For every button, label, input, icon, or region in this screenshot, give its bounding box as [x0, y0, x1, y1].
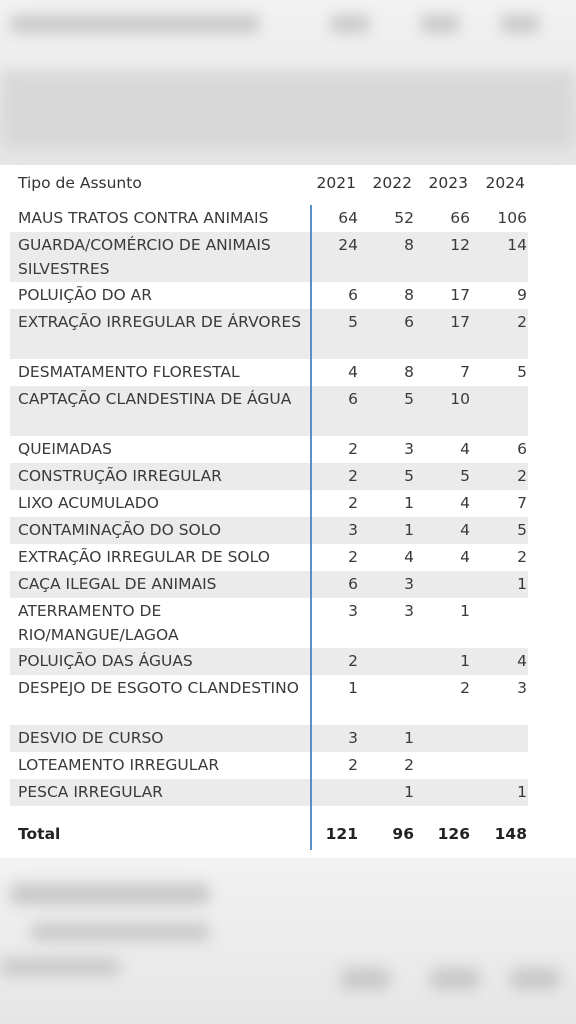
- row-label: EXTRAÇÃO IRREGULAR DE SOLO: [18, 548, 270, 566]
- cell-value-2024: 5: [517, 521, 527, 539]
- cell-value-2024: 9: [517, 286, 527, 304]
- total-row: [10, 823, 528, 851]
- data-table: [0, 165, 576, 858]
- cell-value-2024: 4: [517, 652, 527, 670]
- cell-value-2024: 106: [497, 209, 527, 227]
- row-label: QUEIMADAS: [18, 440, 112, 458]
- blurred-background-bottom: [0, 858, 576, 1024]
- cell-value-2024: 7: [517, 494, 527, 512]
- cell-value-2022: 3: [404, 575, 414, 593]
- cell-value-2024: 3: [517, 679, 527, 697]
- row-label: POLUIÇÃO DO AR: [18, 286, 153, 304]
- cell-value-2021: 2: [348, 756, 358, 774]
- cell-value-2021: 1: [348, 679, 358, 697]
- cell-value-2024: 1: [517, 783, 527, 801]
- row-label: CONSTRUÇÃO IRREGULAR: [18, 467, 222, 485]
- row-label: LIXO ACUMULADO: [18, 494, 159, 512]
- cell-value-2022: 4: [404, 548, 414, 566]
- cell-value-2023: 4: [460, 440, 470, 458]
- cell-value-2021: 3: [348, 729, 358, 747]
- total-2023: 126: [437, 825, 470, 843]
- column-header-type[interactable]: Tipo de Assunto: [18, 174, 142, 192]
- total-2022: 96: [392, 825, 414, 843]
- table-row[interactable]: [10, 544, 528, 571]
- cell-value-2021: 2: [348, 494, 358, 512]
- cell-value-2022: 1: [404, 729, 414, 747]
- cell-value-2023: 1: [460, 602, 470, 620]
- table-row[interactable]: [10, 490, 528, 517]
- row-label: POLUIÇÃO DAS ÁGUAS: [18, 652, 193, 670]
- cell-value-2024: 14: [507, 236, 527, 254]
- cell-value-2024: 6: [517, 440, 527, 458]
- cell-value-2021: 5: [348, 313, 358, 331]
- cell-value-2022: 8: [404, 236, 414, 254]
- table-row[interactable]: [10, 309, 528, 359]
- cell-value-2023: 4: [460, 548, 470, 566]
- table-row[interactable]: [10, 725, 528, 752]
- cell-value-2023: 4: [460, 494, 470, 512]
- table-row[interactable]: [10, 359, 528, 386]
- total-2021: 121: [325, 825, 358, 843]
- row-label: PESCA IRREGULAR: [18, 783, 163, 801]
- row-label: ATERRAMENTO DE RIO/MANGUE/LAGOA: [18, 602, 179, 644]
- blurred-background-top: [0, 0, 576, 165]
- row-label: CAÇA ILEGAL DE ANIMAIS: [18, 575, 217, 593]
- column-header-2024[interactable]: 2024: [485, 174, 525, 192]
- cell-value-2022: 3: [404, 602, 414, 620]
- cell-value-2022: 5: [404, 390, 414, 408]
- cell-value-2021: 2: [348, 467, 358, 485]
- cell-value-2024: 5: [517, 363, 527, 381]
- cell-value-2021: 6: [348, 575, 358, 593]
- table-row[interactable]: [10, 571, 528, 598]
- total-2024: 148: [494, 825, 527, 843]
- table-row[interactable]: [10, 436, 528, 463]
- cell-value-2021: 2: [348, 440, 358, 458]
- cell-value-2024: 1: [517, 575, 527, 593]
- table-row[interactable]: [10, 648, 528, 675]
- cell-value-2022: 6: [404, 313, 414, 331]
- cell-value-2024: 2: [517, 548, 527, 566]
- row-label: DESMATAMENTO FLORESTAL: [18, 363, 240, 381]
- cell-value-2022: 8: [404, 286, 414, 304]
- cell-value-2021: 3: [348, 602, 358, 620]
- cell-value-2023: 17: [450, 313, 470, 331]
- row-label: CAPTAÇÃO CLANDESTINA DE ÁGUA: [18, 390, 292, 408]
- row-label: MAUS TRATOS CONTRA ANIMAIS: [18, 209, 269, 227]
- table-row[interactable]: [10, 779, 528, 806]
- cell-value-2022: 1: [404, 494, 414, 512]
- table-row[interactable]: [10, 205, 528, 232]
- cell-value-2024: 2: [517, 313, 527, 331]
- row-label: DESPEJO DE ESGOTO CLANDESTINO: [18, 679, 299, 697]
- cell-value-2022: 1: [404, 521, 414, 539]
- cell-value-2021: 4: [348, 363, 358, 381]
- cell-value-2023: 2: [460, 679, 470, 697]
- row-label: GUARDA/COMÉRCIO DE ANIMAIS SILVESTRES: [18, 236, 271, 278]
- total-label: Total: [18, 825, 61, 843]
- cell-value-2022: 3: [404, 440, 414, 458]
- table-row[interactable]: [10, 517, 528, 544]
- cell-value-2022: 8: [404, 363, 414, 381]
- cell-value-2023: 1: [460, 652, 470, 670]
- cell-value-2021: 3: [348, 521, 358, 539]
- cell-value-2023: 17: [450, 286, 470, 304]
- cell-value-2022: 5: [404, 467, 414, 485]
- column-header-2023[interactable]: 2023: [428, 174, 468, 192]
- cell-value-2021: 6: [348, 286, 358, 304]
- row-label: CONTAMINAÇÃO DO SOLO: [18, 521, 222, 539]
- column-header-2022[interactable]: 2022: [372, 174, 412, 192]
- table-row[interactable]: [10, 675, 528, 725]
- cell-value-2023: 4: [460, 521, 470, 539]
- column-header-2021[interactable]: 2021: [316, 174, 356, 192]
- row-label: DESVIO DE CURSO: [18, 729, 164, 747]
- cell-value-2023: 66: [450, 209, 470, 227]
- cell-value-2021: 2: [348, 548, 358, 566]
- row-label: LOTEAMENTO IRREGULAR: [18, 756, 220, 774]
- cell-value-2022: 52: [394, 209, 414, 227]
- cell-value-2021: 2: [348, 652, 358, 670]
- table-row[interactable]: [10, 282, 528, 309]
- cell-value-2023: 12: [450, 236, 470, 254]
- table-header: [0, 165, 576, 205]
- table-row[interactable]: [10, 463, 528, 490]
- cell-value-2023: 10: [450, 390, 470, 408]
- cell-value-2021: 64: [338, 209, 358, 227]
- row-label: EXTRAÇÃO IRREGULAR DE ÁRVORES: [18, 313, 302, 331]
- table-row[interactable]: [10, 752, 528, 779]
- cell-value-2021: 24: [338, 236, 358, 254]
- cell-value-2022: 1: [404, 783, 414, 801]
- column-divider: [310, 205, 312, 850]
- table-row[interactable]: [10, 232, 528, 282]
- table-row[interactable]: [10, 386, 528, 436]
- cell-value-2021: 6: [348, 390, 358, 408]
- cell-value-2023: 7: [460, 363, 470, 381]
- cell-value-2022: 2: [404, 756, 414, 774]
- cell-value-2024: 2: [517, 467, 527, 485]
- cell-value-2023: 5: [460, 467, 470, 485]
- table-row[interactable]: [10, 598, 528, 648]
